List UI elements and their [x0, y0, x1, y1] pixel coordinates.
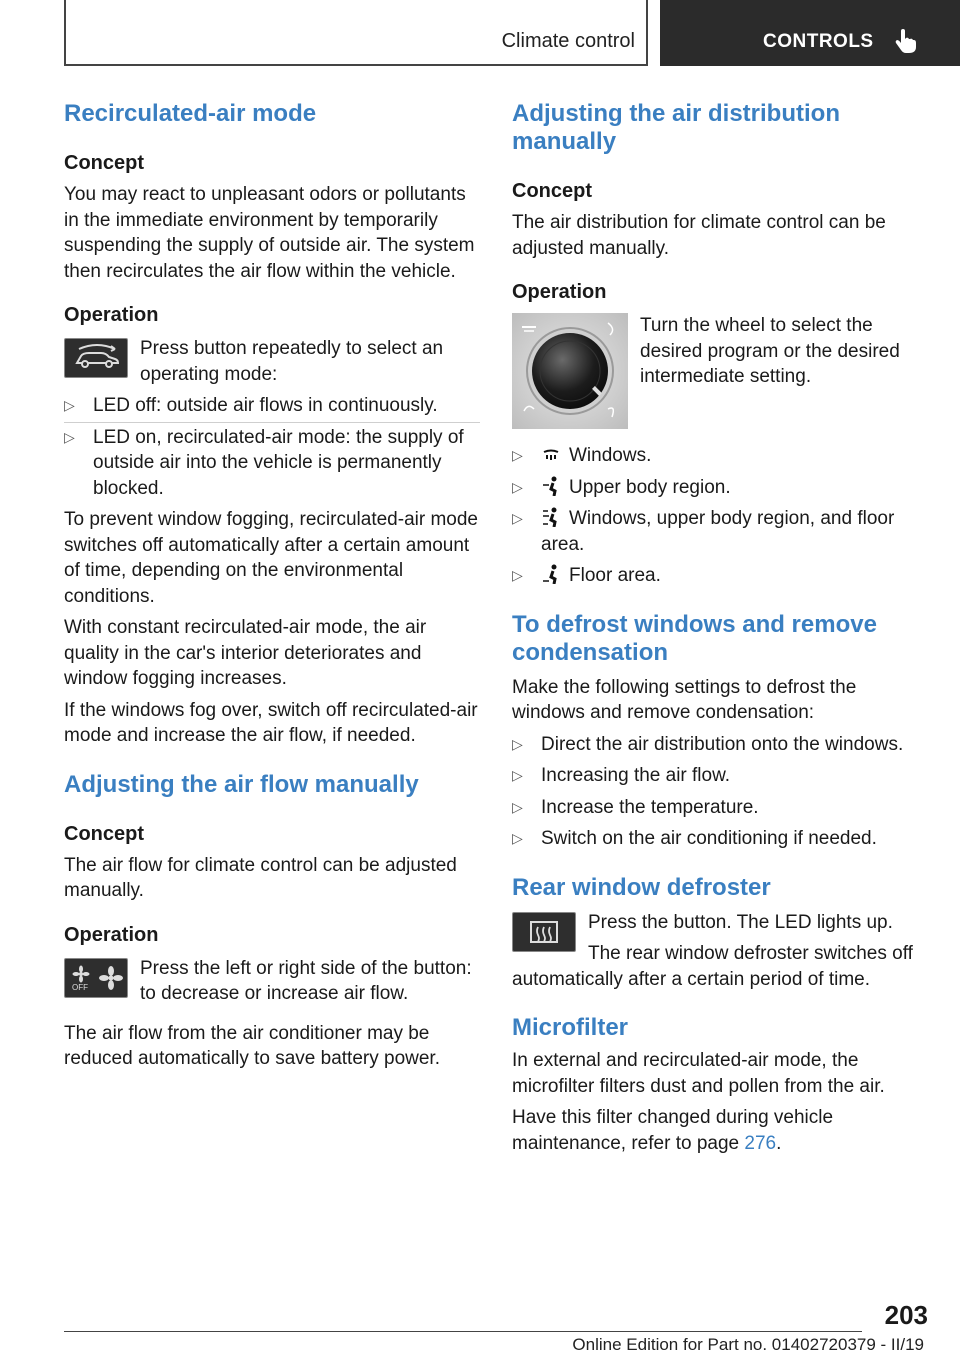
rear-defrost-icon — [513, 913, 575, 951]
footer-rule — [64, 1331, 862, 1332]
edition-text: Online Edition for Part no. 01402720379 - II/19 — [572, 1335, 924, 1354]
recirc-title: Recirculated-air mode — [64, 100, 317, 127]
recirc-bullet-list — [64, 393, 480, 501]
bullet-text: Increasing the air flow. — [541, 765, 731, 786]
section-title: Climate control — [501, 30, 635, 52]
rear-defroster-button-image — [512, 912, 576, 952]
bullet-text: Switch on the air conditioning if needed. — [541, 828, 877, 849]
microfilter-title: Microfilter — [512, 1014, 629, 1041]
airflow-concept-heading: Concept — [64, 822, 144, 845]
distribution-title: Adjusting the air distribution manually — [512, 100, 840, 155]
bullet-text: Floor area. — [569, 565, 661, 586]
triangle-bullet-icon: ▷ — [512, 567, 523, 583]
recirc-concept-text: You may react to unpleasant odors or pollutants in the immediate environment by temporarily suspending the supply of outside air. The system then recirculates the air flow within the vehicle. — [64, 184, 475, 282]
microfilter-text-2-body: Have this filter changed during vehicle maintenance, refer to page — [512, 1107, 834, 1154]
list-item — [512, 763, 928, 789]
off-label: OFF — [72, 982, 88, 992]
air-distribution-wheel-image — [512, 313, 628, 429]
airflow-concept-text: The air flow for climate control can be adjusted manually. — [64, 854, 457, 901]
triangle-bullet-icon: ▷ — [64, 397, 75, 413]
list-item — [512, 732, 928, 758]
list-item — [512, 506, 928, 557]
header-rule — [64, 64, 648, 66]
distribution-operation — [512, 313, 928, 437]
page-number: 203 — [884, 1300, 928, 1330]
recirc-operation — [64, 336, 480, 387]
airflow-button-image — [64, 958, 128, 998]
rear-defroster-text-1: Press the button. The LED lights up. — [588, 911, 893, 933]
list-item — [512, 443, 928, 469]
rear-defroster-operation — [512, 910, 928, 993]
distribution-operation-text: Turn the wheel to select the desired program or the desired intermediate setting. — [640, 315, 900, 387]
recirc-para-3: If the windows fog over, switch off recirculated-air mode and increase the air flow, if needed. — [64, 699, 478, 746]
triangle-bullet-icon: ▷ — [512, 735, 523, 752]
distribution-concept-heading: Concept — [512, 180, 592, 202]
list-item — [64, 425, 480, 502]
triangle-bullet-icon: ▷ — [512, 767, 523, 783]
recirc-para-2: With constant recirculated-air mode, the air quality in the car's interior deteriorates and window fogging increases. — [64, 617, 427, 689]
triangle-bullet-icon: ▷ — [512, 830, 523, 846]
list-item — [512, 563, 928, 589]
microfilter-text-2 — [512, 1105, 928, 1156]
bullet-text: LED on, recirculated-air mode: the supply of outside air into the vehicle is permanently blocked. — [93, 426, 464, 499]
right-column — [512, 100, 928, 1156]
chapter-tab[interactable] — [660, 0, 960, 66]
recirc-para-1: To prevent window fogging, recirculated-air mode switches off automatically after a certain amount of time, depending on the environmental conditions. — [64, 509, 478, 607]
bullet-text: LED off: outside air flows in continuously. — [93, 395, 438, 416]
distribution-operation-heading: Operation — [512, 281, 607, 303]
windows-upper-floor-icon — [541, 507, 561, 527]
defrost-bullet-list — [512, 732, 928, 852]
recirc-operation-heading: Operation — [64, 304, 159, 326]
recirc-button-image — [64, 338, 128, 378]
microfilter-text-1: In external and recirculated-air mode, the microfilter filters dust and pollen from the air. — [512, 1050, 885, 1097]
left-column — [64, 100, 480, 1072]
bullet-text: Upper body region. — [569, 476, 731, 498]
distribution-concept-text: The air distribution for climate control can be adjusted manually. — [512, 212, 886, 259]
defrost-intro: Make the following settings to defrost the windows and remove condensation: — [512, 676, 857, 723]
windows-icon — [541, 446, 561, 464]
airflow-title: Adjusting the air flow manually — [64, 770, 419, 798]
triangle-bullet-icon: ▷ — [512, 447, 523, 463]
defrost-title: To defrost windows and remove condensation — [512, 610, 877, 666]
list-item — [64, 393, 480, 419]
airflow-operation-text: Press the left or right side of the button: to decrease or increase air flow. — [140, 957, 472, 1004]
distribution-bullet-list — [512, 443, 928, 589]
recirculation-car-icon — [65, 339, 127, 377]
hand-pointer-icon — [894, 28, 918, 54]
floor-icon — [541, 564, 561, 584]
bullet-text: Increase the temperature. — [541, 796, 759, 818]
header-divider-left — [64, 0, 66, 66]
rear-defroster-title: Rear window defroster — [512, 873, 771, 901]
list-item — [512, 826, 928, 852]
microfilter-text-2-end: . — [776, 1132, 782, 1154]
header-divider-right — [646, 0, 648, 66]
rear-defroster-text-2: The rear window defroster switches off automatically after a certain period of time. — [512, 943, 913, 990]
triangle-bullet-icon: ▷ — [512, 478, 523, 495]
airflow-para: The air flow from the air conditioner may be reduced automatically to save battery power. — [64, 1022, 440, 1069]
bullet-text: Direct the air distribution onto the windows. — [541, 733, 904, 755]
divider — [64, 422, 480, 423]
bullet-text: Windows, upper body region, and floor area. — [541, 508, 895, 555]
triangle-bullet-icon: ▷ — [512, 798, 523, 815]
list-item — [512, 475, 928, 501]
airflow-operation-heading: Operation — [64, 923, 159, 946]
list-item — [512, 795, 928, 821]
airflow-operation — [64, 956, 480, 1007]
chapter-label: CONTROLS — [763, 31, 874, 52]
page-reference-link[interactable]: 276 — [744, 1132, 777, 1154]
recirc-operation-text: Press button repeatedly to select an operating mode: — [140, 338, 444, 385]
bullet-text: Windows. — [569, 445, 652, 466]
triangle-bullet-icon: ▷ — [512, 510, 523, 526]
triangle-bullet-icon: ▷ — [64, 428, 75, 445]
upper-body-icon — [541, 476, 561, 496]
recirc-concept-heading: Concept — [64, 152, 144, 174]
